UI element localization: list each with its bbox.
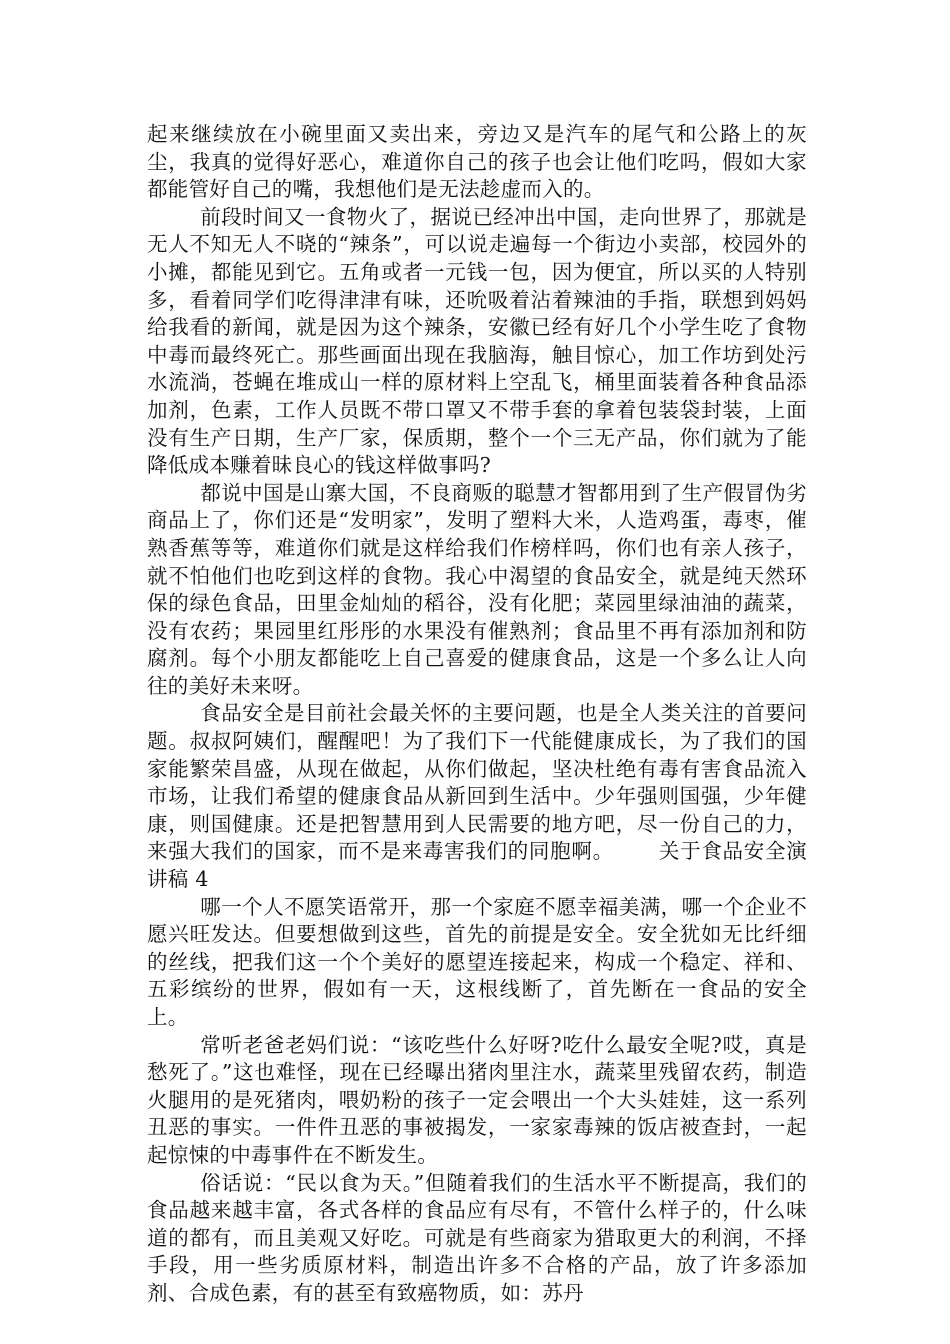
document-body [147,121,807,1308]
paragraph-4-text: 食品安全是目前社会最关怀的主要问题，也是全人类关注的首要问题。叔叔阿姨们，醒醒吧！为了我们下一代能健康成长，为了我们的国家能繁荣昌盛，从现在做起，从你们做起，坚决杜绝有毒有害食品流入市场，让我们希望的健康食品从新回到生活中。少年强则国强，少年健康，则国健康。还是把智慧用到人民需要的地方吧，尽一份自己的力，来强大我们的国家，而不是来毒害我们的同胞啊。 [147,701,807,864]
paragraph-7: 俗话说：“民以食为天。”但随着我们的生活水平不断提高，我们的食品越来越丰富，各式各样的食品应有尽有，不管什么样子的，什么味道的都有，而且美观又好吃。可就是有些商家为猎取更大的利润，不择手段，用一些劣质原材料，制造出许多不合格的产品，放了许多添加剂、合成色素，有的甚至有致癌物质，如：苏丹 [147,1170,807,1305]
paragraph-3: 都说中国是山寨大国，不良商贩的聪慧才智都用到了生产假冒伪劣商品上了，你们还是“发明家”，发明了塑料大米，人造鸡蛋，毒枣，催熟香蕉等等，难道你们就是这样给我们作榜样吗，你们也有亲人孩子，就不怕他们也吃到这样的食物。我心中渴望的食品安全，就是纯天然环保的绿色食品，田里金灿灿的稻谷，没有化肥；菜园里绿油油的蔬菜，没有农药；果园里红彤彤的水果没有催熟剂；食品里不再有添加剂和防腐剂。每个小朋友都能吃上自己喜爱的健康食品，这是一个多么让人向往的美好未来呀。 [147,480,807,698]
paragraph-6: 常听老爸老妈们说：“该吃些什么好呀?吃什么最安全呢?哎，真是愁死了。”这也难怪，现在已经曝出猪肉里注水，蔬菜里残留农药，制造火腿用的是死猪肉，喂奶粉的孩子一定会喂出一个大头娃娃，这一系列丑恶的事实。一件件丑恶的事被揭发，一家家毒辣的饭店被查封，一起起惊悚的中毒事件在不断发生。 [147,1032,807,1167]
section-heading: 关于食品安全演讲稿 4 [147,839,807,892]
paragraph-5: 哪一个人不愿笑语常开，那一个家庭不愿幸福美满，哪一个企业不愿兴旺发达。但要想做到这些，首先的前提是安全。安全犹如无比纤细的丝线，把我们这一个个美好的愿望连接起来，构成一个稳定、祥和、五彩缤纷的世界，假如有一天，这根线断了，首先断在一食品的安全上。 [147,894,807,1029]
paragraph-1: 起来继续放在小碗里面又卖出来，旁边又是汽车的尾气和公路上的灰尘，我真的觉得好恶心，难道你自己的孩子也会让他们吃吗，假如大家都能管好自己的嘴，我想他们是无法趁虚而入的。 [147,122,807,202]
paragraph-4 [147,700,807,893]
paragraph-2: 前段时间又一食物火了，据说已经冲出中国，走向世界了，那就是无人不知无人不晓的“辣条”，可以说走遍每一个街边小卖部，校园外的小摊，都能见到它。五角或者一元钱一包，因为便宜，所以买的人特别多，看着同学们吃得津津有味，还吮吸着沾着辣油的手指，联想到妈妈给我看的新闻，就是因为这个辣条，安徽已经有好几个小学生吃了食物中毒而最终死亡。那些画面出现在我脑海，触目惊心，加工作坊到处污水流淌，苍蝇在堆成山一样的原材料上空乱飞，桶里面装着各种食品添加剂，色素，工作人员既不带口罩又不带手套的拿着包装袋封装，上面没有生产日期，生产厂家，保质期，整个一个三无产品，你们就为了能降低成本赚着昧良心的钱这样做事吗? [147,204,807,478]
